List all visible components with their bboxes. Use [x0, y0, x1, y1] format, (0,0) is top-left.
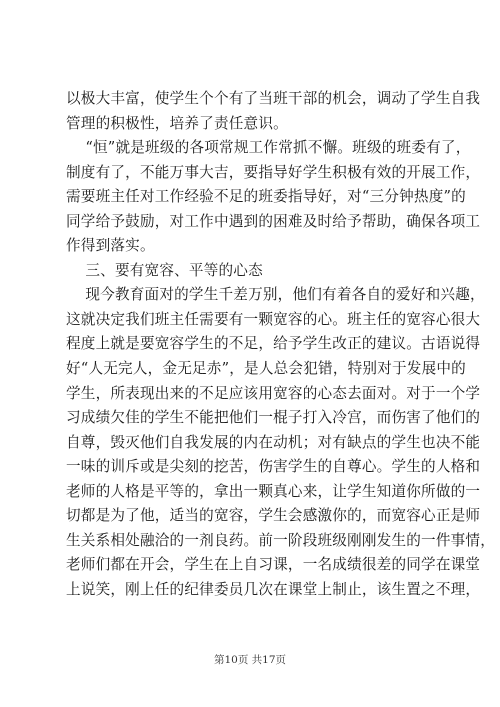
body-text: [66, 87, 496, 602]
text-line: 这就决定我们班主任需要有一颗宽容的心。班主任的宽容心很大: [66, 310, 481, 328]
text-line: 好“人无完人，金无足赤”，是人总会犯错，特别对于发展中的: [66, 360, 466, 378]
text-line: 作得到落实。: [66, 237, 155, 255]
text-line: 自尊，毁灭他们自我发展的内在动机；对有缺点的学生也决不能: [66, 433, 481, 451]
text-line: 老师们都在开会，学生在上自习课，一名成绩很差的同学在课堂: [66, 556, 481, 574]
text-line: 生关系相处融洽的一剂良药。前一阶段班级刚刚发生的一件事情，: [66, 531, 496, 549]
section-heading: 三、要有宽容、平等的心态: [66, 261, 263, 279]
text-line: 需要班主任对工作经验不足的班委指导好，对“三分钟热度”的: [66, 188, 466, 206]
text-line: 制度有了，不能万事大吉，要指导好学生积极有效的开展工作，: [66, 163, 481, 181]
text-line: 老师的人格是平等的，拿出一颗真心来，让学生知道你所做的一: [66, 482, 481, 500]
text-line: 管理的积极性，培养了责任意识。: [66, 114, 288, 132]
text-line: 切都是为了他，适当的宽容，学生会感激你的，而宽容心正是师: [66, 507, 481, 525]
text-line: 一味的训斥或是尖刻的挖苦，伤害学生的自尊心。学生的人格和: [66, 458, 481, 476]
text-line: 习成绩欠佳的学生不能把他们一棍子打入冷宫，而伤害了他们的: [66, 409, 481, 427]
text-line: 同学给予鼓励，对工作中遇到的困难及时给予帮助，确保各项工: [66, 212, 481, 230]
text-line: 程度上就是要宽容学生的不足，给予学生改正的建议。古语说得: [66, 335, 481, 353]
text-line: 以极大丰富，使学生个个有了当班干部的机会，调动了学生自我: [66, 90, 481, 107]
text-line: “恒”就是班级的各项常规工作常抓不懈。班级的班委有了，: [66, 139, 471, 157]
text-line: 学生，所表现出来的不足应该用宽容的心态去面对。对于一个学: [66, 384, 481, 402]
text-line: 上说笑，刚上任的纪律委员几次在课堂上制止，该生置之不理，: [66, 580, 481, 598]
page-number-footer: 第10页 共17页: [213, 654, 287, 666]
text-line: 现今教育面对的学生千差万别，他们有着各自的爱好和兴趣，: [66, 286, 485, 304]
